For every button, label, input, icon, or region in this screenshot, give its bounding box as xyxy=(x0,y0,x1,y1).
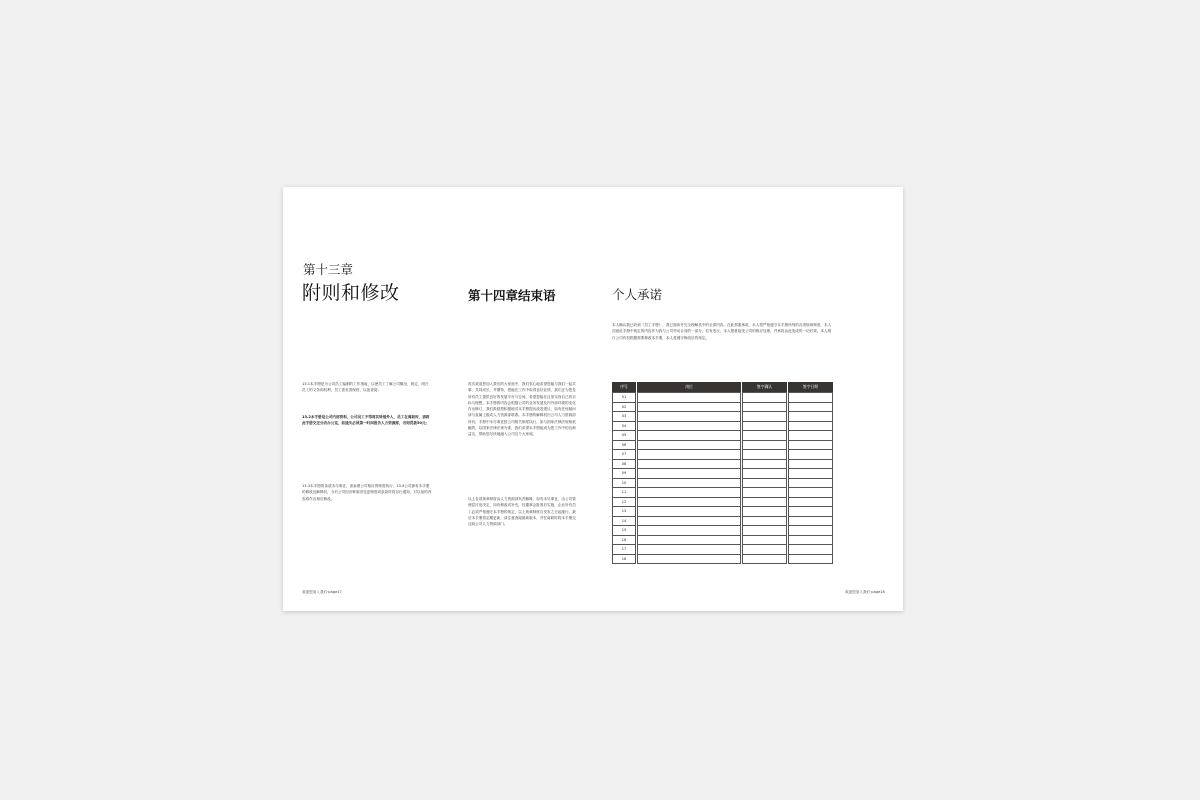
header-position: 岗位 xyxy=(637,382,741,392)
row-number: 02 xyxy=(612,403,636,413)
table-row xyxy=(612,517,833,527)
paragraph-13-1: 13.1本手册是为公司员工编制的工作指南，以使员工了解公司概况、规定，明白员工的义务和权利，员工需妥善保管，以备查阅； xyxy=(302,382,429,393)
date-cell xyxy=(788,422,833,432)
table-row xyxy=(612,403,833,413)
signature-table xyxy=(611,382,834,564)
date-cell xyxy=(788,412,833,422)
position-cell xyxy=(637,469,741,479)
signature-cell xyxy=(742,488,787,498)
row-number: 09 xyxy=(612,469,636,479)
table-row xyxy=(612,441,833,451)
table-row xyxy=(612,422,833,432)
date-cell xyxy=(788,517,833,527)
date-cell xyxy=(788,441,833,451)
chapter-13-title: 附则和修改 xyxy=(302,282,400,304)
signature-cell xyxy=(742,507,787,517)
signature-cell xyxy=(742,469,787,479)
signature-cell xyxy=(742,555,787,565)
pledge-text: 本人确认我已收到《员工手册》，我已阅读并完全理解其中的全部内容，在此郑重承诺，本人将严格遵守本手册所列的各项规章制度，本人同意此手册中规定的内容作为我与公司劳动合同的一部分，若有违反，本人愿意接受公司的相应处理，并承担由此造成的一切后果。本人明白公司有权根据需要修改本手册，本人将遵守修改后的规定。 xyxy=(612,323,832,340)
row-number: 16 xyxy=(612,536,636,546)
row-number: 10 xyxy=(612,479,636,489)
signature-cell xyxy=(742,431,787,441)
paragraph-13-3: 13.3本手册的条款未尽事宜，请参照公司相应的制度执行；13.4公司拥有本手册的修改及解释权，今后公司因各种原因变更制度或条款时将另行通知，对以前的内容将作出相应修改。 xyxy=(302,484,432,501)
signature-cell xyxy=(742,545,787,555)
row-number: 05 xyxy=(612,431,636,441)
table-row xyxy=(612,507,833,517)
position-cell xyxy=(637,392,741,403)
table-row xyxy=(612,555,833,565)
signature-cell xyxy=(742,441,787,451)
date-cell xyxy=(788,450,833,460)
date-cell xyxy=(788,392,833,403)
position-cell xyxy=(637,479,741,489)
position-cell xyxy=(637,507,741,517)
chapter-14-paragraph-b: 以上各项规章制度由人力资源部负责解释，如有未尽事宜，由公司管理层讨论决定，如有修改或补充，经董事会批准后实施，企业所有员工必须严格遵守本手册的规定，以上规章制度自发布之日起施行。最后本手册将定期更新，请注意查阅最新版本，并在离职时将本手册交还给公司人力资源部门。 xyxy=(468,497,576,527)
row-number: 06 xyxy=(612,441,636,451)
signature-table-body xyxy=(612,392,833,564)
date-cell xyxy=(788,488,833,498)
position-cell xyxy=(637,545,741,555)
row-number: 03 xyxy=(612,412,636,422)
position-cell xyxy=(637,555,741,565)
signature-table-header xyxy=(612,382,833,392)
signature-cell xyxy=(742,479,787,489)
table-row xyxy=(612,545,833,555)
row-number: 17 xyxy=(612,545,636,555)
signature-cell xyxy=(742,498,787,508)
date-cell xyxy=(788,479,833,489)
date-cell xyxy=(788,403,833,413)
header-signature: 签字确认 xyxy=(742,382,787,392)
position-cell xyxy=(637,441,741,451)
footer-right: 欢迎您加入我们·page18 xyxy=(845,590,885,594)
table-row xyxy=(612,460,833,470)
signature-cell xyxy=(742,450,787,460)
row-number: 07 xyxy=(612,450,636,460)
signature-cell xyxy=(742,412,787,422)
position-cell xyxy=(637,536,741,546)
row-number: 11 xyxy=(612,488,636,498)
footer-left: 欢迎您加入我们·page17 xyxy=(302,590,342,594)
position-cell xyxy=(637,498,741,508)
chapter-13-number: 第十三章 xyxy=(303,262,354,277)
date-cell xyxy=(788,526,833,536)
table-row xyxy=(612,392,833,403)
table-row xyxy=(612,469,833,479)
signature-cell xyxy=(742,526,787,536)
table-row xyxy=(612,488,833,498)
table-row xyxy=(612,536,833,546)
row-number: 04 xyxy=(612,422,636,432)
signature-cell xyxy=(742,536,787,546)
table-row xyxy=(612,479,833,489)
paragraph-13-2: 13.2本手册是公司内部资料，公司员工不得将其转借外人，员工在离职时，请将此手册交还分店办公室，如遗失必须第一时间报告人力资源部，否则罚款50元； xyxy=(302,415,430,426)
row-number: 15 xyxy=(612,526,636,536)
date-cell xyxy=(788,536,833,546)
date-cell xyxy=(788,507,833,517)
signature-cell xyxy=(742,460,787,470)
chapter-14-paragraph-a: 再次欢迎您加入我们的大家庭中，我们衷心地希望您能与我们一起共事、共同成长，并期待，您能在工作中取得良好业绩，我们正为您及所有员工提供良好的发展平台与空间，希望您能在这里实现自己的目标与理想。本手册的内容会根据公司的业务发展及内外部环境的变化作出修订，我们鼓励您积极地对本手册提出改进建议，如有任何疑问请与直属上级或人力资源部联系。本手册的解释权归公司人力资源部所有，手册中未尽事宜按公司相关制度执行，如与国家法律法规相抵触的，以国家法律法规为准，我们希望本手册能成为您工作中的良师益友，帮助您尽快地融入公司这个大家庭。 xyxy=(468,382,576,437)
header-number: 序号 xyxy=(612,382,636,392)
date-cell xyxy=(788,545,833,555)
pledge-title: 个人承诺 xyxy=(612,287,663,302)
table-row xyxy=(612,498,833,508)
row-number: 01 xyxy=(612,392,636,403)
date-cell xyxy=(788,469,833,479)
position-cell xyxy=(637,403,741,413)
table-row xyxy=(612,412,833,422)
position-cell xyxy=(637,488,741,498)
table-row xyxy=(612,526,833,536)
signature-cell xyxy=(742,392,787,403)
table-row xyxy=(612,450,833,460)
position-cell xyxy=(637,431,741,441)
position-cell xyxy=(637,526,741,536)
row-number: 08 xyxy=(612,460,636,470)
position-cell xyxy=(637,517,741,527)
booklet-spread xyxy=(283,187,903,611)
date-cell xyxy=(788,460,833,470)
table-row xyxy=(612,431,833,441)
position-cell xyxy=(637,450,741,460)
position-cell xyxy=(637,412,741,422)
chapter-14-title: 第十四章结束语 xyxy=(468,288,556,303)
signature-cell xyxy=(742,517,787,527)
row-number: 14 xyxy=(612,517,636,527)
position-cell xyxy=(637,460,741,470)
date-cell xyxy=(788,555,833,565)
date-cell xyxy=(788,431,833,441)
date-cell xyxy=(788,498,833,508)
signature-cell xyxy=(742,403,787,413)
row-number: 13 xyxy=(612,507,636,517)
header-date: 签字日期 xyxy=(788,382,833,392)
position-cell xyxy=(637,422,741,432)
signature-cell xyxy=(742,422,787,432)
row-number: 18 xyxy=(612,555,636,565)
row-number: 12 xyxy=(612,498,636,508)
